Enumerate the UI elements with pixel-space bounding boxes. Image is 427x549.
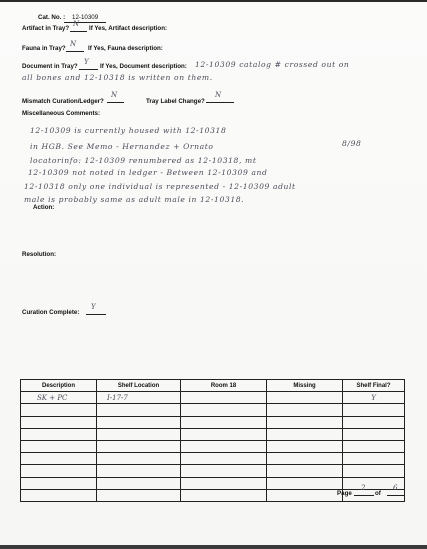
tray-label-answer-blank[interactable] xyxy=(206,91,234,103)
cell-description[interactable] xyxy=(21,489,97,501)
comment-date: 8/98 xyxy=(342,139,362,148)
comment-line-3: locatorinfo: 12-10309 renumbered as 12-10318, mt xyxy=(30,156,257,165)
table-row xyxy=(21,416,405,428)
page-label: Page xyxy=(337,490,352,497)
action-label: Action: xyxy=(33,204,55,211)
cell-description[interactable] xyxy=(21,477,97,489)
table-row xyxy=(21,392,405,404)
curation-complete-answer: Y xyxy=(91,303,96,311)
cell-room-18[interactable] xyxy=(181,477,267,489)
cell-missing[interactable] xyxy=(267,489,343,501)
cell-description[interactable] xyxy=(21,453,97,465)
fauna-answer-blank[interactable] xyxy=(66,40,84,52)
cell-missing[interactable] xyxy=(267,416,343,428)
cell-room-18[interactable] xyxy=(181,465,267,477)
cell-shelf-final[interactable]: Y xyxy=(343,392,405,404)
table-row xyxy=(21,440,405,452)
cell-shelf-final[interactable] xyxy=(343,416,405,428)
artifact-description-label: If Yes, Artifact description: xyxy=(89,25,168,32)
artifact-answer-blank[interactable] xyxy=(70,20,87,32)
cell-room-18[interactable] xyxy=(181,489,267,501)
artifact-in-tray-label: Artifact in Tray? xyxy=(22,25,70,32)
curation-complete-blank[interactable] xyxy=(86,303,106,315)
cell-shelf-location[interactable] xyxy=(97,489,181,501)
cell-description[interactable] xyxy=(21,404,97,416)
cell-missing[interactable] xyxy=(267,477,343,489)
document-answer-blank[interactable] xyxy=(79,58,98,70)
comment-line-6: male is probably same as adult male in 12-10318. xyxy=(24,195,245,204)
document-description-line-1: 12-10309 catalog # crossed out on xyxy=(195,60,350,69)
cell-missing[interactable] xyxy=(267,440,343,452)
cat-no-line xyxy=(64,14,106,23)
document-answer: Y xyxy=(84,58,89,66)
cell-shelf-location[interactable] xyxy=(97,404,181,416)
cat-no-label: Cat. No. : xyxy=(38,14,66,21)
cell-missing[interactable] xyxy=(267,428,343,440)
cell-shelf-location[interactable] xyxy=(97,428,181,440)
page-number: 2 xyxy=(361,484,366,492)
cell-description[interactable] xyxy=(21,465,97,477)
scan-edge-top xyxy=(0,0,427,2)
page-number-blank xyxy=(354,484,374,496)
cell-room-18[interactable] xyxy=(181,453,267,465)
cell-shelf-final[interactable] xyxy=(343,404,405,416)
cell-shelf-location[interactable] xyxy=(97,465,181,477)
comment-line-2: in HGB. See Memo - Hernandez + Ornato xyxy=(30,142,214,151)
cell-room-18[interactable] xyxy=(181,404,267,416)
comment-line-4: 12-10309 not noted in ledger - Between 12-10309 and xyxy=(28,168,268,177)
col-shelf-location: Shelf Location xyxy=(97,380,181,392)
cell-missing[interactable] xyxy=(267,392,343,404)
cell-shelf-location[interactable] xyxy=(97,440,181,452)
cell-shelf-final[interactable] xyxy=(343,453,405,465)
cell-shelf-location[interactable]: I-17-7 xyxy=(97,392,181,404)
page-total: 6 xyxy=(393,484,398,492)
page-of-label: of xyxy=(375,490,381,497)
cell-room-18[interactable] xyxy=(181,416,267,428)
col-room-18: Room 18 xyxy=(181,380,267,392)
document-description-line-2: all bones and 12-10318 is written on them. xyxy=(22,73,213,82)
cell-shelf-location[interactable] xyxy=(97,416,181,428)
cell-missing[interactable] xyxy=(267,465,343,477)
scan-edge-bottom xyxy=(0,545,427,549)
document-description-label: If Yes, Document description: xyxy=(100,63,187,70)
tray-label-answer: N xyxy=(215,91,222,99)
table-row xyxy=(21,477,405,489)
shelf-location-table xyxy=(20,379,405,502)
fauna-in-tray-label: Fauna in Tray? xyxy=(22,45,66,52)
tray-label-change-label: Tray Label Change? xyxy=(146,98,205,105)
cell-shelf-location[interactable] xyxy=(97,477,181,489)
table-row xyxy=(21,453,405,465)
cell-shelf-location[interactable] xyxy=(97,453,181,465)
cell-shelf-final[interactable] xyxy=(343,465,405,477)
page-total-blank xyxy=(387,484,405,496)
cell-description[interactable] xyxy=(21,440,97,452)
table-header-row xyxy=(21,380,405,392)
cell-missing[interactable] xyxy=(267,453,343,465)
mismatch-label: Mismatch Curation/Ledger? xyxy=(22,98,104,105)
col-shelf-final: Shelf Final? xyxy=(343,380,405,392)
document-in-tray-label: Document in Tray? xyxy=(22,63,78,70)
fauna-description-label: If Yes, Fauna description: xyxy=(88,45,163,52)
misc-comments-label: Miscellaneous Comments: xyxy=(22,110,101,117)
comment-line-5: 12-10318 only one individual is represented - 12-10309 adult xyxy=(24,182,296,191)
mismatch-answer-blank[interactable] xyxy=(107,91,124,103)
comment-line-1: 12-10309 is currently housed with 12-10318 xyxy=(30,126,227,135)
cell-room-18[interactable] xyxy=(181,392,267,404)
cell-description[interactable]: SK + PC xyxy=(21,392,97,404)
table-row xyxy=(21,428,405,440)
fauna-answer: N xyxy=(70,40,77,48)
mismatch-answer: N xyxy=(111,91,118,99)
cell-room-18[interactable] xyxy=(181,440,267,452)
curation-complete-label: Curation Complete: xyxy=(22,309,80,316)
cell-room-18[interactable] xyxy=(181,428,267,440)
cell-missing[interactable] xyxy=(267,404,343,416)
table-row xyxy=(21,465,405,477)
artifact-answer: N xyxy=(73,20,80,28)
table-row xyxy=(21,404,405,416)
col-description: Description xyxy=(21,380,97,392)
cat-no-value: 12-10309 xyxy=(72,14,99,21)
cell-description[interactable] xyxy=(21,416,97,428)
cell-shelf-final[interactable] xyxy=(343,428,405,440)
cell-description[interactable] xyxy=(21,428,97,440)
col-missing: Missing xyxy=(267,380,343,392)
resolution-label: Resolution: xyxy=(22,251,57,258)
cell-shelf-final[interactable] xyxy=(343,440,405,452)
